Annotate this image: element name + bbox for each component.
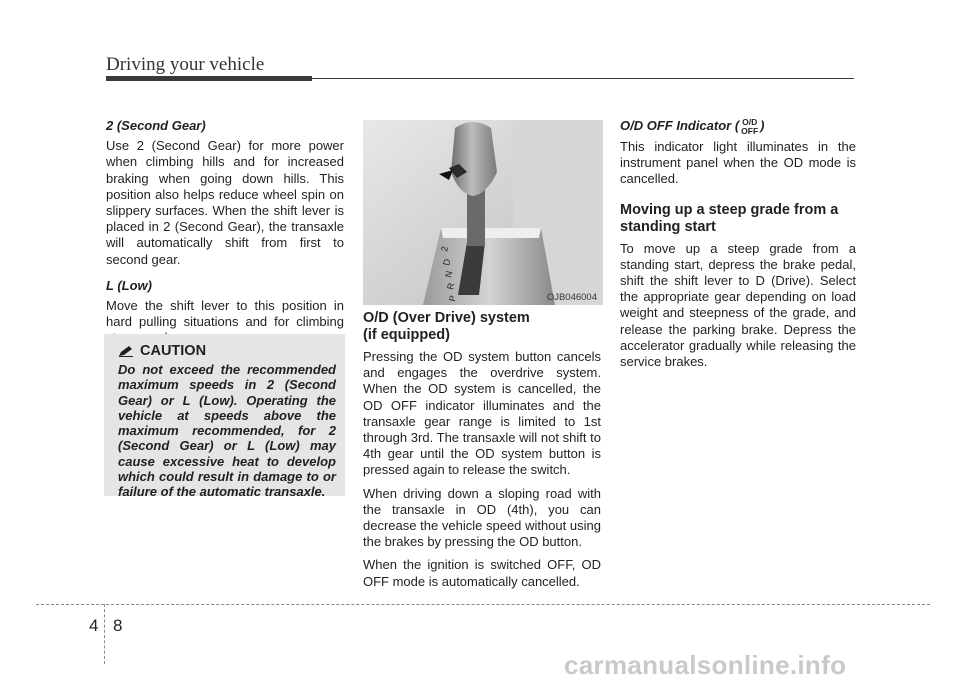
gear-letter-2: 2	[439, 245, 450, 253]
od-heading-line2: (if equipped)	[363, 327, 450, 343]
caution-text: Do not exceed the recommended maximum speeds in 2 (Second Gear) or L (Low). Operating the vehicle at speeds above the maximum recommended, for 2 (Second Gear) or L (Low) may cause excessive heat to develop which could result in damage to or failure of the automatic transaxle.	[118, 362, 336, 500]
page-header-title: Driving your vehicle	[106, 54, 265, 75]
steep-grade-text: To move up a steep grade from a standing start, depress the brake pedal, shift the shift lever to D (Drive). Select the appropriate gear depending on load weight and steepness of the grade, and release the parking brake. Depress the accelerator gradually while releasing the service brakes.	[620, 240, 856, 370]
indicator-heading-text: O/D OFF Indicator (	[620, 118, 740, 133]
od-system-heading	[363, 310, 601, 344]
od-paragraph-2: When driving down a sloping road with the transaxle in OD (4th), you can decrease the vehicle speed without using the brakes by pressing the OD button.	[363, 485, 601, 550]
shift-lever-illustration	[363, 120, 603, 305]
second-gear-heading: 2 (Second Gear)	[106, 118, 206, 133]
od-off-indicator-icon	[741, 118, 758, 135]
header-rule-thick	[106, 76, 312, 81]
photo-caption: OJB046004	[546, 292, 597, 303]
shift-lever-photo	[363, 120, 603, 305]
od-icon-top: O/D	[742, 117, 758, 128]
indicator-text: This indicator light illuminates in the instrument panel when the OD mode is cancelled.	[620, 139, 856, 187]
header-rule-thin	[312, 78, 854, 79]
gear-letter-d: D	[441, 257, 453, 267]
steep-grade-heading: Moving up a steep grade from a standing start	[620, 201, 839, 235]
gear-letter-r: R	[445, 281, 457, 291]
caution-title: CAUTION	[140, 343, 207, 359]
od-icon-bottom: OFF	[741, 125, 759, 136]
od-paragraph-1: Pressing the OD system button cancels and engages the overdrive system. When the OD system is cancelled, the OD OFF indicator illuminates and the transaxle gear range is limited to 1st through 3rd. The transaxle will not shift to 4th gear until the OD system button is pressed again to release the switch.	[363, 349, 601, 478]
column-right	[620, 118, 856, 377]
footer-dashed-rule	[36, 604, 930, 605]
low-gear-heading: L (Low)	[106, 277, 152, 293]
od-heading-line1: O/D (Over Drive) system	[363, 310, 530, 326]
od-off-indicator-heading	[620, 118, 856, 135]
footer-vertical-dashed-rule	[104, 604, 105, 664]
column-left	[106, 118, 344, 354]
low-gear-text: Move the shift lever to this position in hard pulling situations and for climbing	[106, 298, 344, 330]
caution-header	[118, 343, 206, 359]
watermark: carmanualsonline.info	[564, 650, 847, 680]
gear-letter-p: P	[447, 294, 459, 303]
page-number: 8	[113, 616, 123, 635]
gear-letter-n: N	[443, 269, 455, 279]
caution-box	[104, 334, 345, 500]
od-paragraph-3: When the ignition is switched OFF, OD OFF mode is automatically cancelled.	[363, 557, 601, 589]
caution-pencil-icon	[118, 345, 134, 357]
indicator-heading-close: )	[760, 118, 765, 133]
chapter-number: 4	[89, 616, 99, 635]
column-middle	[363, 310, 601, 597]
second-gear-text: Use 2 (Second Gear) for more power when climbing hills and for increased braking when going down hills. This position also helps reduce wheel spin on slippery surfaces. When the shift lever is placed in 2 (Second Gear), the transaxle will automatically shift from first to second gear.	[106, 138, 344, 267]
